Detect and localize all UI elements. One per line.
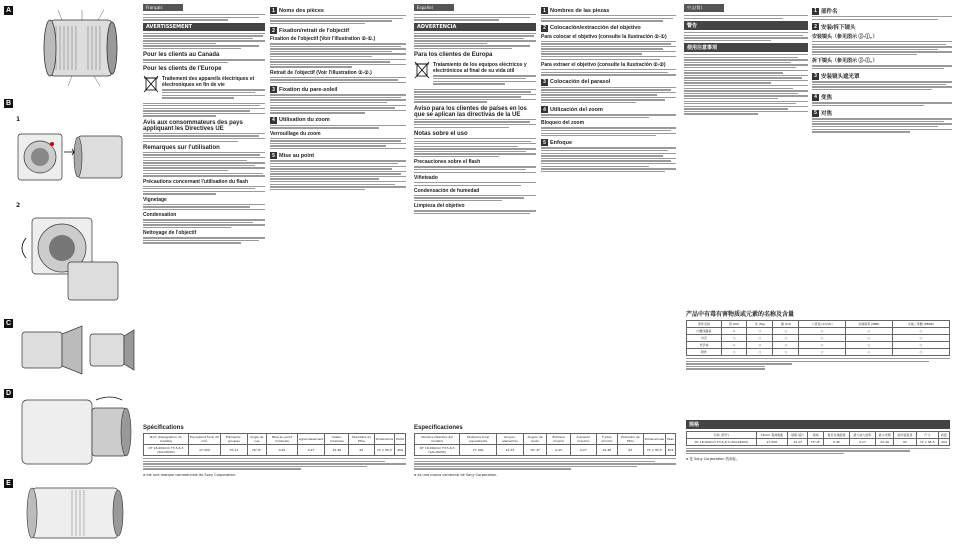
hazard-header: 六价铬 (Cr(VI)) [799,321,845,328]
es-section-number: 5 [541,139,548,146]
spec-cell: 76°-8° [247,445,266,456]
remove-lens-diagram [12,208,136,304]
figures-column [2,4,138,542]
hazard-cell: ○ [845,349,892,356]
fr-trademark-footer: α est une marque commerciale de Sony Corporation. [143,472,236,477]
es-trademark-footer: α es una marca comercial de Sony Corporation. [414,472,498,477]
attach-lens-diagram [12,122,136,194]
zh-section-number: 2 [812,23,819,30]
spec-cell: 404 [938,438,949,445]
zh-section-title: 安装/拆下镜头 [821,24,856,31]
spec-header: Nom (Désignation du modèle) [144,434,189,445]
hazard-cell: ○ [773,335,799,342]
hazard-cell: ○ [773,342,799,349]
hazard-cell: ○ [892,335,949,342]
zh-notes-title: 使用注意事项 [684,43,808,52]
fr-section-number: 4 [270,117,277,124]
spanish-specs [414,422,676,477]
hazard-cell: 外壳 [687,335,722,342]
figure-letter-c: C [5,320,12,327]
es-zoom-lock-sub: Bloqueo del zoom [541,120,585,127]
fr-section-focus [270,152,406,159]
fr-specs-table [143,433,406,456]
hazard-header: 多溴联苯 (PBB) [845,321,892,328]
language-tab-spanish: Español [414,4,454,11]
fr-specs-heading: Spécifications [143,425,184,431]
fr-section-parts [270,7,406,14]
hazard-cell: ○ [747,335,773,342]
spec-cell: 15-13 [220,445,247,456]
spec-header: Peso [666,434,676,445]
spec-cell: DT 18-200mm F3.5-6.3 (SAL18200) [144,445,189,456]
spec-cell: 0.27 [849,438,875,445]
zh-trademark-footer: α 是 Sony Corporation 的商标。 [686,457,740,462]
fr-section-hood [270,86,406,93]
zh-section-title: 安装镜头遮光罩 [821,74,860,81]
hazard-cell: ○ [722,335,747,342]
figure-b-sub-1: 1 [16,116,21,123]
zh-section-number: 3 [812,73,819,80]
flash-subheading: Précautions concernant l'utilisation du flash [143,178,249,185]
spec-cell: 73 × 85,5 [643,445,665,456]
zh-section-number: 4 [812,94,819,101]
hazard-cell: ○ [845,328,892,335]
zh-section-parts [812,7,952,15]
es-notes-heading: Notas sobre el uso [414,130,468,137]
fr-remove-sub: Retrait de l'objectif (Voir l'illustration ②-②.) [270,69,372,76]
condensation-subheading: Condensation [143,212,177,219]
zoom-diagram [12,392,136,472]
zh-section-number: 1 [812,8,819,15]
es-flash-subheading: Precauciones sobre el flash [414,159,481,166]
weee-bin-icon [414,60,430,80]
fr-section-title: Utilisation du zoom [279,117,330,124]
spec-cell: 62 [349,445,374,456]
es-specs-table [414,433,676,456]
hazard-cell: ○ [892,328,949,335]
es-section-zoom [541,106,676,113]
spec-cell: DT 18-200mm F3.5-6.3 (SAL18200) [687,438,757,445]
zh-section-hood [812,72,952,80]
hazard-cell: ○ [799,342,845,349]
spec-header: 最小光圈 [875,431,894,438]
spec-cell: 0,45 [547,445,571,456]
hazard-cell: ○ [799,328,845,335]
spec-cell: 73 × 85,5 [374,445,395,456]
zh-section-title: 变焦 [821,95,833,102]
fr-section-number: 5 [270,152,277,159]
es-remove-sub: Para extraer el objetivo (consulte la ilustración ②-②) [541,61,666,68]
spec-header: 最大放大倍率 [849,431,875,438]
es-section-attach [541,25,676,32]
spec-cell: 404 [666,445,676,456]
fr-section-number: 3 [270,86,277,93]
spec-header: 质量 [938,431,949,438]
zh-warning-title: 警告 [684,21,808,30]
spec-cell: 404 [395,445,406,456]
zh-hazard-table [686,320,950,356]
es-section-title: Utilización del zoom [550,106,603,113]
figure-b-sub-2: 2 [16,202,21,209]
hazard-cell: ○ [892,349,949,356]
spec-header: Enfoque mínimo [547,434,571,445]
warning-title: AVERTISSEMENT [143,23,265,31]
spec-cell: 22-36 [875,438,894,445]
fr-section-title: Mise au point [279,152,315,159]
es-section-parts [541,7,676,14]
spec-cell: 15-13 [788,438,808,445]
french-specs [143,422,406,477]
spec-cell: 73 × 85.5 [916,438,938,445]
es-section-title: Colocación/extracción del objetivo [550,25,641,32]
spec-header: Valeur minimale [325,434,349,445]
figure-letter-e: E [4,479,13,488]
lens-parts-diagram [12,6,136,90]
spec-cell: 22-36 [596,445,617,456]
es-section-focus [541,139,676,146]
es-section-number: 3 [541,79,548,86]
figure-letter-a: A [5,7,12,14]
fr-section-title: Fixation/retrait de l'objectif [279,27,350,34]
vignetting-subheading: Vignetage [143,196,167,203]
hazard-header: 镉 (Cd) [773,321,799,328]
fr-zoom-lock-sub: Verrouillage du zoom [270,130,321,137]
hazard-header: 多溴二苯醚 (PBDE) [892,321,949,328]
hazard-header: 部件名称 [687,321,722,328]
es-vignetting-subheading: Viñeteado [414,174,438,181]
spec-header: Éléments–groupes [220,434,247,445]
remarks-heading: Remarques sur l'utilisation [143,144,220,151]
spec-cell: 76°-8° [523,445,546,456]
spec-header: F-stop mínimo [596,434,617,445]
hazard-cell: ○ [747,342,773,349]
spec-cell: 62 [618,445,644,456]
es-section-hood [541,79,676,86]
spec-cell: 0,45 [266,445,297,456]
spec-header: Diámetro de filtro [618,434,644,445]
spec-header: Angle de vue [247,434,266,445]
fr-section-number: 2 [270,27,277,34]
spec-header: Distancia focal equivalente [460,434,497,445]
fr-section-number: 1 [270,7,277,14]
es-attach-sub: Para colocar el objetivo (consulte la ilustración ②-①) [541,33,667,40]
es-specs-heading: Especificaciones [414,425,463,431]
hazard-cell: ○ [799,349,845,356]
es-condensation-subheading: Condensación de humedad [414,187,480,194]
zh-attach-sub: 安装镜头（参见图示 ②-①。） [812,33,878,40]
zh-section-title: 部件名 [821,9,838,15]
spec-header: Nombre (Nombre del modelo) [415,434,460,445]
hazard-header: 铅 (Pb) [722,321,747,328]
zh-remove-sub: 拆下镜头（参见图示 ②-②。） [812,58,878,65]
spec-header: Équivalent focal 35 mm [190,435,219,443]
hazard-cell: ○ [845,335,892,342]
spec-header: Aumento máximo [571,434,597,445]
hazard-cell: ○ [845,342,892,349]
canada-heading: Pour les clients au Canada [143,52,220,59]
spec-header: 最近对焦距离 [823,431,849,438]
es-section-title: Nombres de las piezas [550,7,610,14]
spec-cell: DT 18-200mm F3.5-6.3 (SAL18200) [415,445,460,456]
fr-attach-sub: Fixation de l'objectif (Voir l'illustration ②-①.) [270,36,376,43]
spec-header: 滤光镜直径 [894,431,916,438]
spec-header: 名称 (型号) [687,431,757,438]
zh-section-number: 5 [812,110,819,117]
hood-attach-diagram [12,322,136,378]
es-section-number: 1 [541,7,548,14]
es-section-number: 4 [541,106,548,113]
hazard-cell: ○ [773,328,799,335]
es-section-title: Enfoque [550,139,572,146]
chinese-column-2 [812,4,952,304]
spec-cell: 15-13 [496,445,523,456]
hazard-cell: ○ [799,335,845,342]
spec-cell: 76°-8° [808,438,824,445]
spec-header: 35mm 等效焦距 [756,431,788,438]
hazard-cell: ○ [747,349,773,356]
es-warning-title: ADVERTENCIA [414,23,536,31]
fr-section-title: Fixation du pare-soleil [279,86,338,93]
zh-specs-table [686,431,950,446]
hazard-header: 汞 (Hg) [747,321,773,328]
cleaning-subheading: Nettoyage de l'objectif [143,230,197,237]
hazard-cell: 光学块 [687,342,722,349]
fr-section-attach [270,27,406,34]
spec-header: 尺寸 [916,431,938,438]
spec-header: 镜组-镜片 [788,431,808,438]
spec-cell: 62 [894,438,916,445]
spec-cell: 27-300 [188,445,220,456]
hazard-cell: ○ [773,349,799,356]
spec-header: 视角 [808,431,824,438]
spec-cell: 0.45 [823,438,849,445]
figure-letter-b: B [5,100,12,107]
language-tab-french: Français [143,4,183,11]
spec-header: Grupos-elementos [496,434,523,445]
es-directive-heading: Aviso para los clientes de países en los que se aplican las directivas de la UE [414,105,527,118]
zh-section-title: 对焦 [821,111,833,118]
hazard-cell: 附件 [687,349,722,356]
fr-section-title: Noms des pièces [279,7,324,14]
es-weee-heading: Tratamiento de los equipos eléctricos y electrónicos al final de su vida útil [433,62,527,75]
zh-hazard-heading: 产品中有毒有害物质或元素的名称及含量 [686,312,795,318]
spec-cell: 0,27 [571,445,597,456]
es-cleaning-subheading: Limpieza del objetivo [414,203,465,210]
focus-diagram [12,482,136,542]
hazard-cell: ○ [722,349,747,356]
hazard-cell: ○ [747,328,773,335]
spec-header: Poids [395,434,406,445]
zh-section-attach [812,23,952,31]
spec-cell: 22-36 [325,445,349,456]
hazard-cell: 内置线路板 [687,328,722,335]
es-section-number: 2 [541,25,548,32]
zh-hazard-block [686,306,950,462]
es-section-title: Colocación del parasol [550,79,611,86]
spec-header: Diamètre du filtre [349,434,374,445]
spec-header: Dimensiones [643,434,665,445]
fr-section-zoom [270,117,406,124]
spec-cell: 27-300 [460,445,497,456]
weee-heading: Traitement des appareils électriques et électroniques en fin de vie [162,76,255,89]
spec-header: Agrandissement [297,434,325,445]
hazard-cell: ○ [892,342,949,349]
hazard-cell: × [722,328,747,335]
europe-heading: Pour les clients de l'Europe [143,66,222,73]
figure-letter-d: D [5,390,12,397]
language-tab-chinese: 中文(简) [684,4,724,12]
hazard-cell: × [722,342,747,349]
spec-cell: 0,27 [297,445,325,456]
spec-header: Ángulo de visión [523,434,546,445]
spec-header: Mise au point minimale [266,434,297,445]
zh-specs-heading: 规格 [686,420,950,429]
es-europe-heading: Para los clientes de Europa [414,52,493,59]
spec-header: Dimensions [374,434,395,445]
zh-section-zoom [812,93,952,101]
spec-cell: 27-300 [756,438,788,445]
weee-bin-icon [143,74,159,94]
zh-section-focus [812,109,952,117]
directive-heading: Avis aux consommateurs des pays appliquant les Directives UE [143,119,243,132]
